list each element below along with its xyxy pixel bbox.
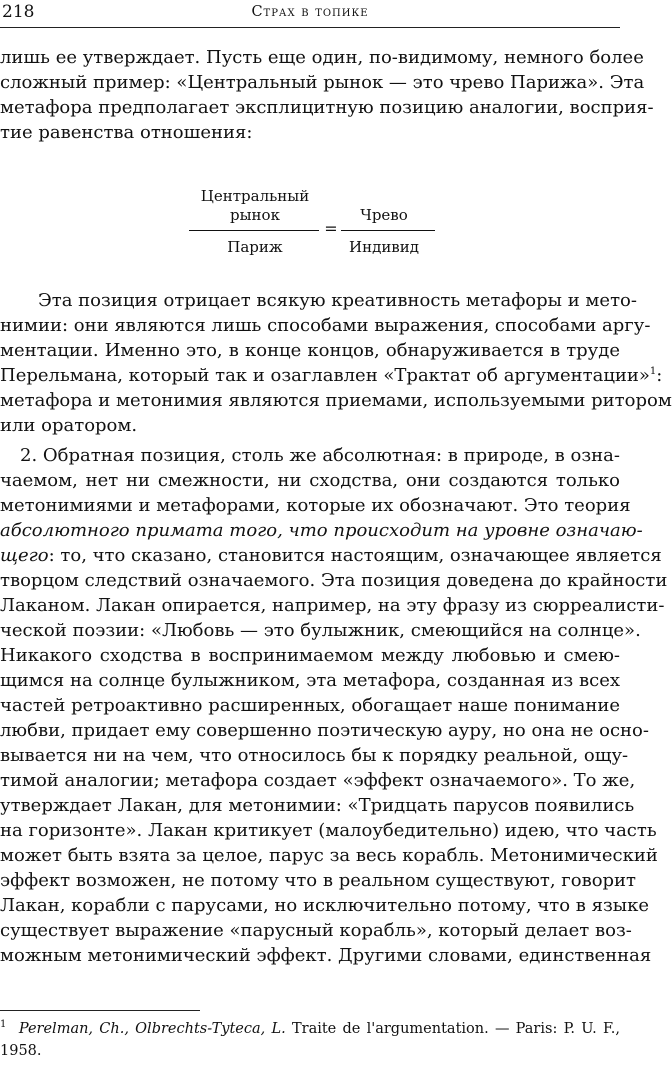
- text-segment: :: [656, 365, 663, 386]
- footnote-year: 1958.: [0, 1043, 42, 1059]
- running-title: Страх в топике: [251, 4, 369, 20]
- page-header: [0, 0, 620, 26]
- text-line: может быть взята за целое, парус за весь корабль. Метонимический: [0, 845, 658, 866]
- text-line: щимся на солнце булыжником, эта метафора, созданная из всех: [0, 670, 620, 691]
- formula-right-fraction-bar: [341, 230, 435, 231]
- text-line: Эта позиция отрицает всякую креативность метафоры и мето-: [38, 290, 637, 311]
- text-line: нимии: они являются лишь способами выражения, способами аргу-: [0, 315, 651, 336]
- paragraph-1: [0, 45, 654, 145]
- footnote: [0, 1018, 620, 1062]
- header-rule: [0, 27, 620, 28]
- text-line: эффект возможен, не потому что в реальном существуют, говорит: [0, 870, 637, 891]
- formula-left-denominator: Париж: [227, 238, 283, 256]
- footnote-rule: [0, 1010, 200, 1011]
- text-line: сложный пример: «Центральный рынок — это чрево Парижа». Эта: [0, 72, 645, 93]
- text-line: любви, придает ему совершенно поэтическую ауру, но она не осно-: [0, 720, 649, 741]
- formula-right-numerator: Чрево: [360, 206, 408, 224]
- footnote-reference: 1: [649, 366, 657, 377]
- text-line: метонимиями и метафорами, которые их обозначают. Это теория: [0, 495, 631, 516]
- formula-left-fraction-bar: [189, 230, 319, 231]
- analogy-formula: [185, 185, 435, 265]
- text-segment: Перельмана, который так и озаглавлен «Трактат об аргументации»: [0, 365, 650, 386]
- text-line: вывается ни на чем, что относилось бы к порядку реальной, ощу-: [0, 745, 629, 766]
- text-line: Лакан, корабли с парусами, но исключительно потому, что в языке: [0, 895, 650, 916]
- text-line: Лаканом. Лакан опирается, например, на эту фразу из сюрреалисти-: [0, 595, 665, 616]
- text-line: тие равенства отношения:: [0, 122, 253, 143]
- text-line: [0, 543, 662, 568]
- text-line: Никакого сходства в воспринимаемом между любовью и смею-: [0, 645, 620, 666]
- text-line: можным метонимический эффект. Другими словами, единственная: [0, 945, 652, 966]
- text-line: 2. Обратная позиция, столь же абсолютная: в природе, в озна-: [20, 445, 620, 466]
- footnote-line: [0, 1018, 620, 1040]
- text-line: существует выражение «парусный корабль», который делает воз-: [0, 920, 632, 941]
- text-line: творцом следствий означаемого. Эта позиция доведена до крайности: [0, 570, 668, 591]
- footnote-authors: Perelman, Ch., Olbrechts-Tyteca, L.: [18, 1021, 286, 1037]
- text-line: ментации. Именно это, в конце концов, обнаруживается в труде: [0, 340, 620, 361]
- formula-left-numerator-2: рынок: [230, 206, 280, 224]
- text-segment: : то, что сказано, становится настоящим, означающее является: [48, 545, 662, 566]
- text-line: чаемом, нет ни смежности, ни сходства, они создаются только: [0, 470, 620, 491]
- text-line: ческой поэзии: «Любовь — это булыжник, смеющийся на солнце».: [0, 620, 641, 641]
- page-number: 218: [2, 2, 35, 22]
- text-line: или оратором.: [0, 415, 138, 436]
- text-line: метафора предполагает эксплицитную позицию аналогии, восприя-: [0, 97, 654, 118]
- text-line: утверждает Лакан, для метонимии: «Тридцать парусов появились: [0, 795, 635, 816]
- text-line: тимой аналогии; метафора создает «эффект означаемого». То же,: [0, 770, 636, 791]
- italic-text: щего: [0, 545, 49, 566]
- italic-text: абсолютного примата того, что происходит на уровне означаю-: [0, 520, 643, 541]
- formula-left-numerator-1: Центральный: [200, 187, 310, 205]
- text-line: [0, 518, 643, 543]
- text-line: лишь ее утверждает. Пусть еще один, по-видимому, немного более: [0, 47, 644, 68]
- footnote-marker: 1: [0, 1019, 7, 1031]
- text-line: на горизонте». Лакан критикует (малоубедительно) идею, что часть: [0, 820, 657, 841]
- text-line: частей ретроактивно расширенных, обогащает наше понимание: [0, 695, 620, 716]
- footnote-title: Traite de l'argumentation. — Paris: P. U. F.,: [291, 1021, 620, 1037]
- text-line: метафора и метонимия являются приемами, используемыми ритором: [0, 390, 672, 411]
- text-line: [0, 363, 663, 388]
- formula-right-denominator: Индивид: [349, 238, 419, 256]
- paragraph-3: [0, 443, 668, 968]
- paragraph-2: [0, 288, 672, 438]
- formula-equals-sign: =: [324, 219, 338, 238]
